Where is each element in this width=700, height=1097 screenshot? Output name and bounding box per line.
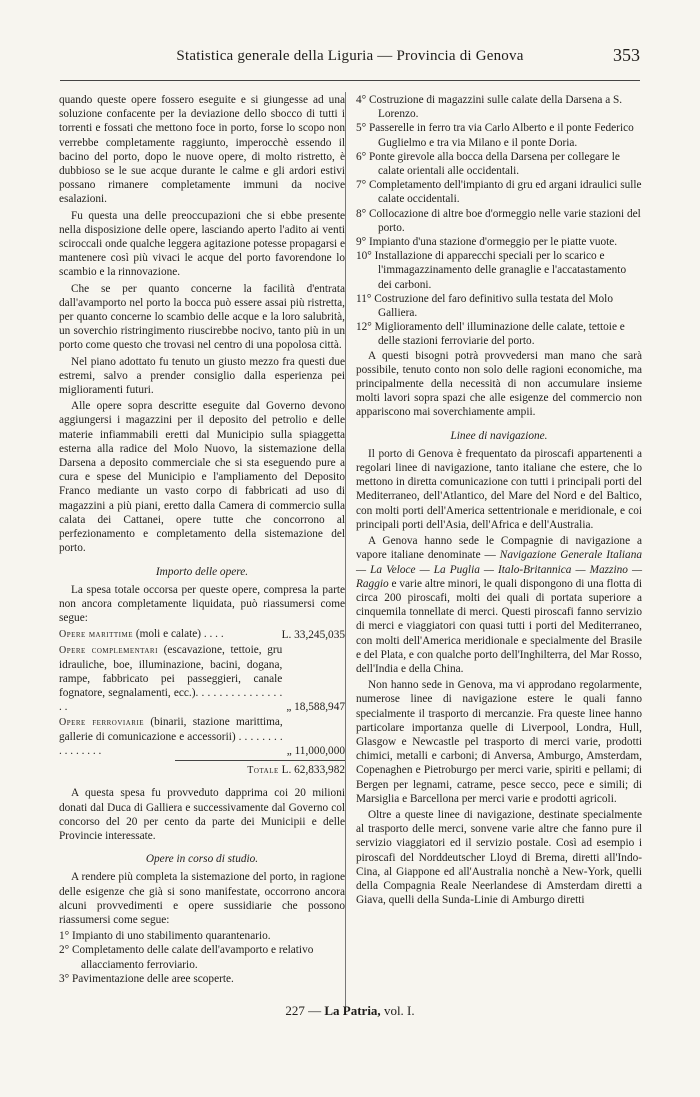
list-item: 5° Passerelle in ferro tra via Carlo Alberto e il ponte Federico Guglielmo e tra via Milano e il ponte Doria.	[356, 122, 634, 149]
cost-label-category: Opere complementari	[59, 644, 158, 656]
footer-prefix: 227 —	[285, 1003, 325, 1018]
works-list-continued	[356, 93, 642, 349]
paragraph: quando queste opere fossero eseguite e si giungesse ad una soluzione confacente per la deviazione dello sbocco di tutti i torrenti e fossati che mettono foce in porto, forse lo scopo non verrebbe completamente raggiunto, imperocchè essendo il bacino del porto, dopo le nuove opere, di molto ristretto, è dubbioso se le sue acque durante le calme e gli ardori estivi possano rimanere completamente immuni da nocive esalazioni.	[59, 94, 345, 206]
list-item: 10° Installazione di apparecchi speciali per lo scarico e l'immagazzinamento delle granaglie e l'accatastamento dei carboni.	[356, 250, 627, 291]
list-item: 2° Completamento delle calate dell'avamporto e relativo allacciamento ferroviario.	[59, 944, 314, 971]
column-divider	[345, 92, 346, 1007]
text-run: A Genova hanno sede le Compagnie di navigazione a vapore italiane denominate —	[356, 535, 642, 562]
list-item: 4° Costruzione di magazzini sulle calate della Darsena a S. Lorenzo.	[356, 94, 623, 121]
section-title-importo: Importo delle opere.	[155, 565, 249, 578]
list-item: 12° Miglioramento dell' illuminazione delle calate, tettoie e delle stazioni ferroviarie del porto.	[356, 321, 625, 348]
paragraph: A questa spesa fu provveduto dapprima coi 20 milioni donati dal Duca di Galliera e successivamente dal Governo col concorso del 20 per cento da parte dei Municipii e delle Provincie interessate.	[59, 787, 345, 842]
total-value: L. 62,833,982	[281, 764, 345, 777]
cost-value: L. 33,245,035	[281, 629, 345, 642]
text-run: e varie altre minori, le quali dispongono di una flotta di circa 200 piroscafi, molti dei quali di portata superiore a cinquemila tonnellate di merci. Questi piroscafi fanno servizio di merci e viaggiatori con quasi tutti i porti del Mediterraneo, con molti dell'America meridionale e specialmente del Brasile e del Plata, e con qualche porto dell'Inghilterra, del Mar Rosso, dell'India e della China.	[356, 577, 642, 675]
cost-total	[175, 760, 345, 778]
list-item: 7° Completamento dell'impianto di gru ed argani idraulici sulle calate occidentali.	[356, 179, 642, 206]
list-item: 3° Pavimentazione delle aree scoperte.	[59, 972, 234, 985]
cost-value: „ 11,000,000	[286, 744, 345, 757]
list-item: 6° Ponte girevole alla bocca della Darsena per collegare le calate orientali alle occidentali.	[356, 150, 620, 178]
list-item: 8° Collocazione di altre boe d'ormeggio nelle varie stazioni del porto.	[356, 207, 641, 234]
cost-row	[59, 643, 345, 715]
paragraph: A rendere più completa la sistemazione del porto, in ragione delle esigenze che già si sono manifestate, occorrono ancora alcuni provvedimenti e opere sussidiarie che possono riassumersi come segue:	[59, 871, 345, 926]
footer-suffix: vol. I.	[380, 1003, 415, 1018]
list-item: 9° Impianto d'una stazione d'ormeggio per le piatte vuote.	[356, 236, 618, 249]
page-header	[60, 40, 640, 81]
cost-value: „ 18,588,947	[286, 701, 345, 714]
paragraph: Che se per quanto concerne la facilità d'entrata dall'avamporto nel porto la bocca può essere assai più ristretta, per quanto concerne lo scambio delle acque e la loro salubrità, un soverchio ristringimento riuscirebbe nocivo, tanto più in un porto come questo che trovasi nel centro di una popolosa città.	[59, 282, 345, 352]
paragraph: Il porto di Genova è frequentato da piroscafi appartenenti a regolari linee di navigazione, tanto italiane che estere, che lo mettono in diretta comunicazione con tutti i principali porti del Mediterraneo, dell'Atlantico, del Mare del Nord e del Baltico, con molti porti dell'America settentrionale e meridionale, e coi principali porti dell'Asia, dell'Africa e dell'Australia.	[356, 447, 642, 531]
cost-label-category: Opere ferroviarie	[59, 716, 145, 728]
paragraph: Non hanno sede in Genova, ma vi approdano regolarmente, numerose linee di navigazione estere le quali fanno specialmente il trasporto di mercanzie. Fra queste linee hanno particolare importanza quelle di Liverpool, Londra, Hull, Glasgow e Newcastle pel trasporto di merci varie, prodotti chimici, metalli e carboni; di Anversa, Amburgo, Amsterdam, Copenaghen e Pietroburgo per merci varie, spiriti e pellami; di Bergen per legnami, catrame, pesce secco, pece e simili; di Marsiglia e Barcellona per merci varie e prodotti agricoli.	[356, 679, 642, 805]
page-footer	[0, 1003, 700, 1019]
cost-label-detail: (moli e calate) . . . .	[133, 628, 224, 641]
paragraph: Fu questa una delle preoccupazioni che si ebbe presente nella disposizione delle opere, lasciando aperto l'adito ai venti sciroccali onde qualche leggera agitazione potesse propagarsi e mantenere così più vivaci le acque del porto favorendone lo scambio e la rinnovazione.	[59, 209, 345, 279]
list-item: 1° Impianto di uno stabilimento quarantenario.	[59, 930, 271, 943]
section-title-linee: Linee di navigazione.	[450, 429, 548, 442]
list-item: 11° Costruzione del faro definitivo sulla testata del Molo Galliera.	[356, 292, 613, 320]
works-list	[59, 929, 345, 986]
cost-label-category: Opere marittime	[59, 629, 133, 641]
cost-table	[59, 627, 345, 778]
paragraph: Oltre a queste linee di navigazione, destinate specialmente al trasporto delle merci, sonvene varie altre che fanno pure il servizio viaggiatori ed il servizio postale. Così ad esempio i piroscafi del Norddeutscher Lloyd di Brema, diretti all'Indo-Cina, al Giappone ed all'Australia nonchè a New-York, quelli della Compagnia Reale Neerlandese di Amsterdam diretti a Giava, quelli della Sunda-Linie di Amburgo diretti	[356, 808, 642, 907]
cost-row	[59, 627, 345, 642]
company-names: Navigazione Generale Italiana — La Veloce — La Puglia — Italo-Britannica — Mazzino — Raggio	[356, 549, 642, 590]
paragraph: Nel piano adottato fu tenuto un giusto mezzo fra questi due estremi, salvo a prender consiglio dalla esperienza pei miglioramenti futuri.	[59, 355, 345, 397]
running-title: Statistica generale della Liguria — Provincia di Genova	[176, 48, 524, 64]
cost-label-detail: (binarii, stazione marittima, gallerie di comunicazione e accessorii) . . . . . . . . . . . . . . . .	[59, 715, 283, 757]
section-title-studio: Opere in corso di studio.	[145, 853, 259, 866]
cost-label-detail: (escavazione, tettoie, gru idrauliche, boe, illuminazione, bacini, dogana, rampe, fabbricato pei passeggieri, canale fognatore, segnalamenti, ecc.). . . . . . . . . . . . . . . . .	[59, 643, 283, 714]
paragraph: La spesa totale occorsa per queste opere, compresa la parte non ancora completamente liquidata, può riassumersi come segue:	[59, 583, 345, 625]
paragraph: Alle opere sopra descritte eseguite dal Governo devono aggiungersi i magazzini per il deposito del petrolio e delle materie infiammabili eretti dal Municipio sulla spiaggetta esterna alla radice del Molo Nuovo, la sistemazione della Darsena a deposito commerciale che si sta eseguendo pure a cura e spese del Municipio e l'ampliamento del Deposito Franco mediante un vasto corpo di fabbricati ad uso di magazzini a più piani, eretto dalla Camera di commercio sulla calata dei Cattanei, opere tutte che concorrono al perfezionamento e completamento della sistemazione del porto.	[59, 400, 345, 555]
paragraph: A questi bisogni potrà provvedersi man mano che sarà possibile, tenuto conto non solo delle ragioni economiche, ma principalmente della necessità di non accumulare insieme molti lavori sopra spazi che alle esigenze del commercio non appariscono mai soverchiamente ampii.	[356, 349, 642, 419]
paragraph	[356, 534, 642, 676]
right-column	[356, 93, 642, 909]
cost-row	[59, 715, 345, 759]
left-column	[59, 93, 345, 986]
footer-brand: La Patria,	[324, 1003, 381, 1018]
total-label: Totale	[247, 765, 279, 777]
page-number: 353	[613, 45, 640, 65]
